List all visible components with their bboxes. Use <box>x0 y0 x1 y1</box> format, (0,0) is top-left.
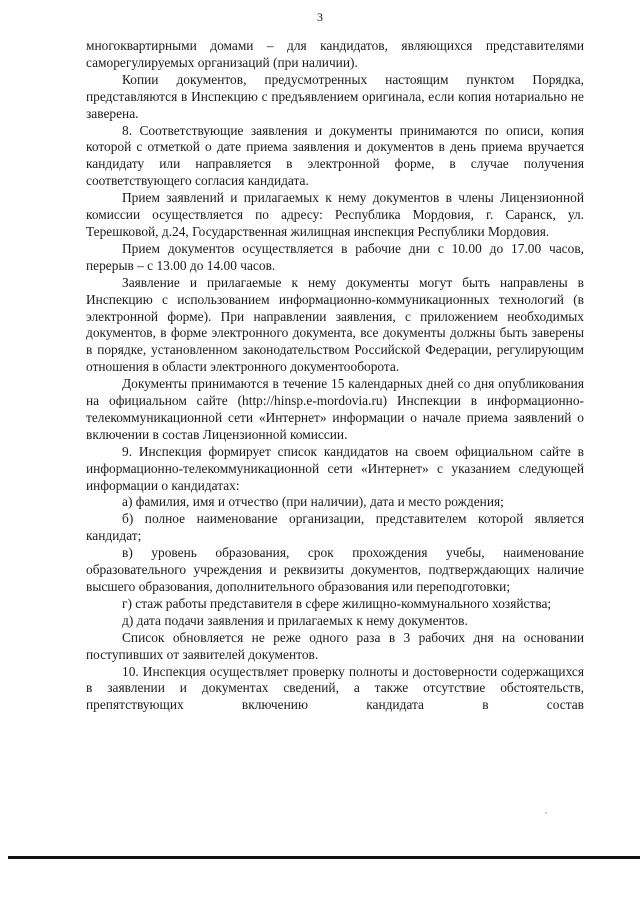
list-item: г) стаж работы представителя в сфере жилищно-коммунального хозяйства; <box>122 595 552 611</box>
paragraph: 8. Соответствующие заявления и документы принимаются по описи, копия которой с отметкой о дате приема заявления и документов в день приема вручается кандидату или направляется в электронной форме, в случае получения соответствующего согласия кандидата. <box>86 122 584 189</box>
paragraph: Список обновляется не реже одного раза в 3 рабочих дня на основании поступивших от заявителей документов. <box>86 629 584 662</box>
document-body <box>86 38 584 714</box>
paragraph: Прием заявлений и прилагаемых к нему документов в члены Лицензионной комиссии осуществляется по адресу: Республика Мордовия, г. Саранск, ул. Терешковой, д.24, Государственная жилищная инспекция Республики Мордовия. <box>86 190 584 239</box>
paragraph: Копии документов, предусмотренных настоящим пунктом Порядка, представляются в Инспекцию с предъявлением оригинала, если копия нотариально не заверена. <box>86 71 584 121</box>
scan-edge-line <box>8 856 640 859</box>
list-item: а) фамилия, имя и отчество (при наличии), дата и место рождения; <box>122 494 504 510</box>
page-number: 3 <box>317 10 323 24</box>
scan-speck <box>545 812 547 814</box>
paragraph: Заявление и прилагаемые к нему документы могут быть направлены в Инспекцию с использованием информационно-коммуникационных технологий (в электронной форме). При направлении заявления, с приложением необходимых документов, в форме электронного документа, все документы должны быть заверены в порядке, установленном законодательством Российской Федерации, регулирующим отношения в области электронного документооборота. <box>86 274 584 375</box>
paragraph: 9. Инспекция формирует список кандидатов на своем официальном сайте в информационно-телекоммуникационной сети «Интернет» с указанием следующей информации о кандидатах: <box>86 443 584 493</box>
list-item: б) полное наименование организации, представителем которой является кандидат; <box>86 511 584 544</box>
list-item: д) дата подачи заявления и прилагаемых к нему документов. <box>122 612 468 628</box>
paragraph: многоквартирными домами – для кандидатов, являющихся представителями саморегулируемых организаций (при наличии). <box>86 38 584 70</box>
paragraph: 10. Инспекция осуществляет проверку полноты и достоверности содержащихся в заявлении и документах сведений, а также отсутствие обстоятельств, препятствующих включению кандидата в состав <box>86 663 584 713</box>
list-item: в) уровень образования, срок прохождения учебы, наименование образовательного учреждения и реквизиты документов, подтверждающих наличие высшего образования, дополнительного образования или переподготовки; <box>86 545 584 594</box>
paragraph: Документы принимаются в течение 15 календарных дней со дня опубликования на официальном сайте (http://hinsp.e-mordovia.ru) Инспекции в информационно-телекоммуникационной сети «Интернет» информации о начале приема заявлений о включении в состав Лицензионной комиссии. <box>86 376 584 442</box>
paragraph: Прием документов осуществляется в рабочие дни с 10.00 до 17.00 часов, перерыв – с 13.00 до 14.00 часов. <box>86 240 584 273</box>
